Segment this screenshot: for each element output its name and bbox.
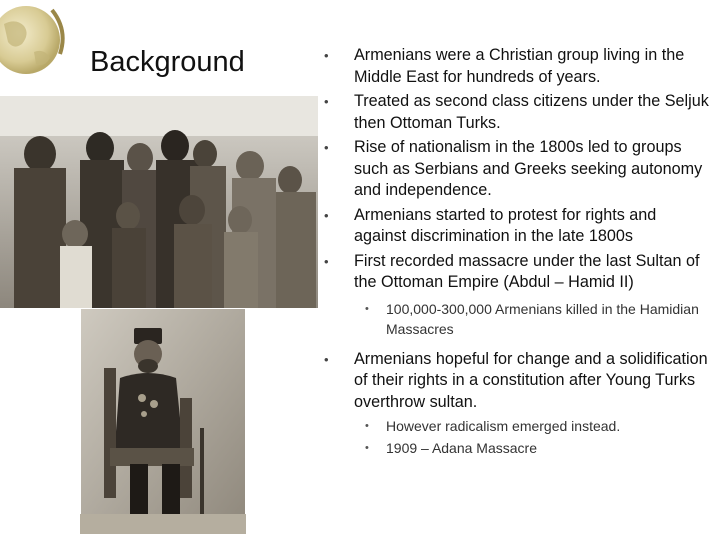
bullet-marker: • <box>324 351 329 367</box>
sub-bullet-text: 100,000-300,000 Armenians killed in the Hamidian Massacres <box>386 300 699 337</box>
bullet-text: Armenians were a Christian group living in the Middle East for hundreds of years. <box>354 46 685 86</box>
bullet-text: Rise of nationalism in the 1800s led to groups such as Serbians and Greeks seeking autonomy and independence. <box>354 138 703 199</box>
bullet-marker: • <box>324 48 329 63</box>
bullet-text: Treated as second class citizens under the Seljuk then Ottoman Turks. <box>354 92 709 132</box>
bullet-marker: • <box>324 94 329 109</box>
sub-bullet-item <box>320 416 712 436</box>
bullet-item <box>320 205 712 248</box>
armenian-refugees-photo <box>0 96 318 308</box>
bullet-text: Armenians hopeful for change and a solidification of their rights in a constitution after Young Turks overthrow sultan. <box>354 349 708 411</box>
bullet-text: First recorded massacre under the last Sultan of the Ottoman Empire (Abdul – Hamid II) <box>354 251 700 291</box>
bullet-marker: • <box>324 140 329 155</box>
bullet-text: Armenians started to protest for rights and against discrimination in the late 1800s <box>354 205 657 245</box>
sub-bullet-item <box>320 438 712 458</box>
sub-bullet-marker: • <box>365 442 369 454</box>
bullet-list <box>320 45 712 460</box>
bullet-item <box>320 91 712 134</box>
bullet-item <box>320 45 712 88</box>
sub-bullet-marker: • <box>365 420 369 432</box>
globe-logo-icon <box>0 4 66 78</box>
bullet-marker: • <box>324 253 329 269</box>
bullet-marker: • <box>324 207 329 223</box>
slide-title: Background <box>90 46 245 78</box>
sub-bullet-text: However radicalism emerged instead. <box>386 418 621 434</box>
bullet-item <box>320 349 712 414</box>
bullet-item <box>320 137 712 202</box>
sub-bullet-text: 1909 – Adana Massacre <box>386 440 537 456</box>
bullet-item <box>320 251 712 294</box>
sub-bullet-item <box>320 299 712 339</box>
sultan-portrait-photo <box>80 308 246 534</box>
sub-bullet-marker: • <box>365 302 369 315</box>
